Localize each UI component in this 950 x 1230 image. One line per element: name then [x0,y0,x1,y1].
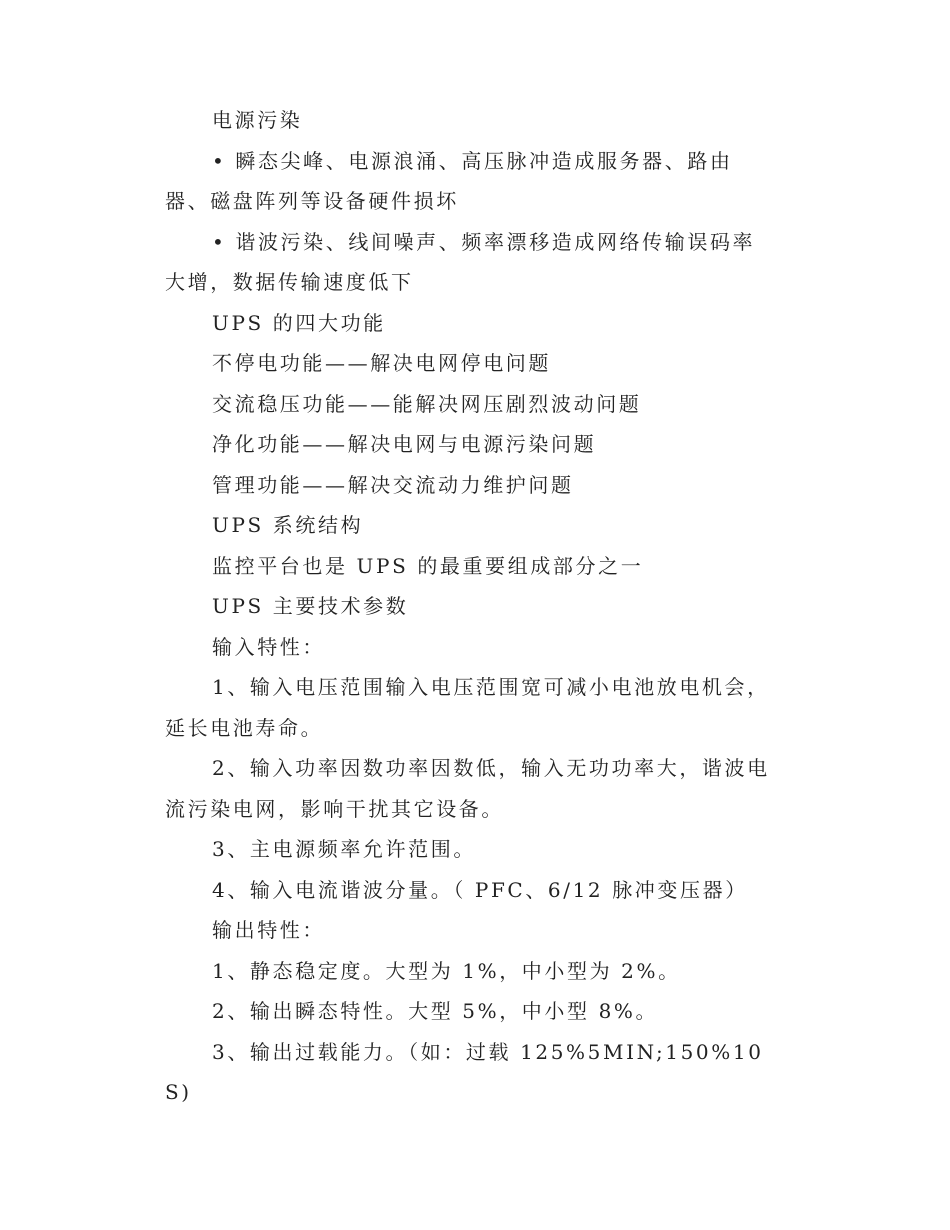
paragraph-uninterrupted-function: 不停电功能——解决电网停电问题 [212,351,551,375]
input-item-4: 4、输入电流谐波分量。（ PFC、6/12 脉冲变压器） [212,877,748,902]
paragraph-management-function: 管理功能——解决交流动力维护问题 [212,472,574,497]
paragraph-purification-function: 净化功能——解决电网与电源污染问题 [212,432,597,456]
input-item-3: 3、主电源频率允许范围。 [212,837,476,861]
input-item-1: 1、输入电压范围输入电压范围宽可减小电池放电机会，延长电池寿命。 [165,675,770,740]
heading-ups-technical-parameters: UPS 主要技术参数 [212,594,409,618]
paragraph-monitoring-platform: 监控平台也是 UPS 的最重要组成部分之一 [212,553,644,578]
heading-output-characteristics: 输出特性： [212,918,325,942]
output-item-1: 1、静态稳定度。大型为 1%，中小型为 2%。 [212,958,681,983]
bullet-harmonic-pollution: • 谐波污染、线间噪声、频率漂移造成网络传输误码率大增，数据传输速度低下 [165,229,756,294]
output-item-2: 2、输出瞬态特性。大型 5%，中小型 8%。 [212,999,659,1023]
document-body [165,100,775,1113]
paragraph-voltage-stabilization: 交流稳压功能——能解决网压剧烈波动问题 [212,391,642,416]
paragraph-power-pollution: 电源污染 [212,108,303,132]
output-item-3: 3、输出过载能力。（如：过载 125%5MIN;150%10S) [165,1039,764,1104]
heading-ups-system-structure: UPS 系统结构 [212,513,364,537]
input-item-2: 2、输入功率因数功率因数低，输入无功功率大，谐波电流污染电网，影响干扰其它设备。 [165,756,770,821]
heading-ups-four-functions: UPS 的四大功能 [212,310,386,335]
bullet-transient-spikes: • 瞬态尖峰、电源浪涌、高压脉冲造成服务器、路由器、磁盘阵列等设备硬件损坏 [165,148,733,213]
heading-input-characteristics: 输入特性： [212,634,325,659]
